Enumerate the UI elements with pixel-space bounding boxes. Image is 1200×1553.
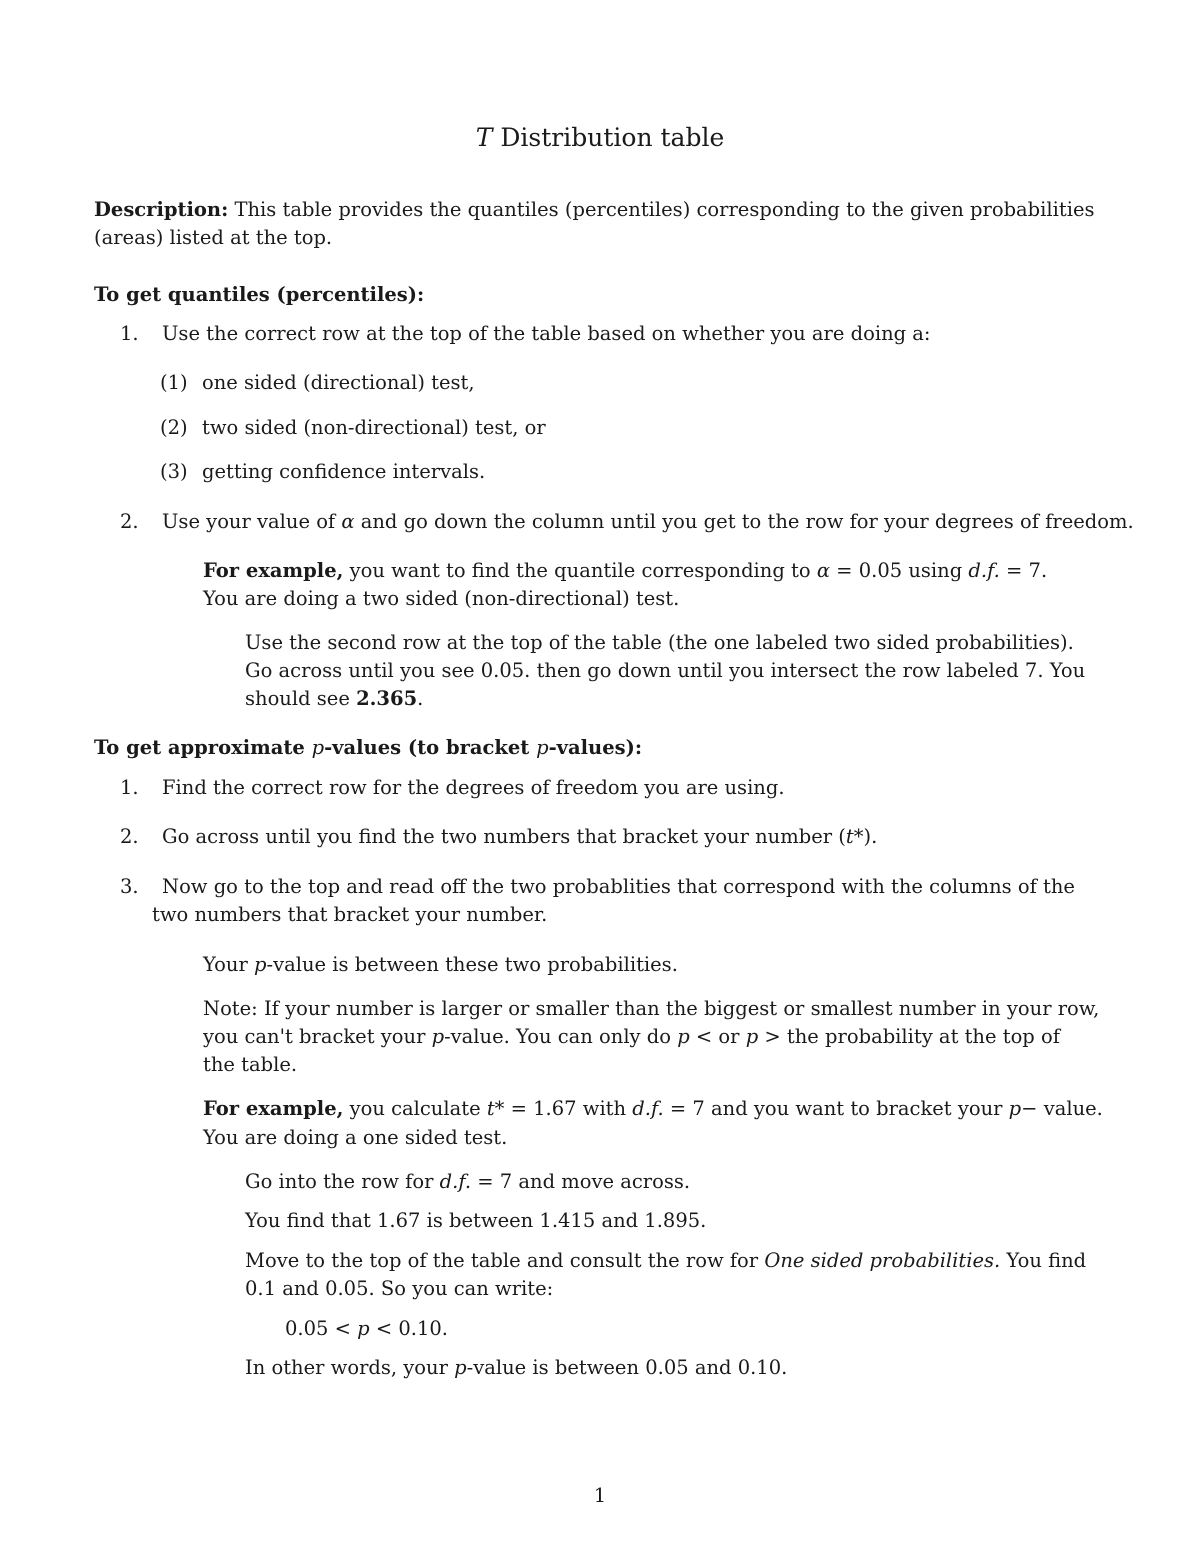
option-item-2: (2) two sided (non-directional) test, or — [160, 416, 546, 439]
pvalues-step-1: 1. Find the correct row for the degrees of freedom you are using. — [120, 776, 785, 799]
pvalues-example-step-c-line-2: 0.1 and 0.05. So you can write: — [245, 1277, 554, 1300]
description-line-2: (areas) listed at the top. — [94, 226, 333, 249]
quantiles-example-line-2: You are doing a two sided (non-directional) test. — [203, 587, 680, 610]
quantiles-detail-line-1: Use the second row at the top of the table (the one labeled two sided probabilities). — [245, 631, 1074, 654]
page-number: 1 — [593, 1484, 607, 1507]
pvalues-step-3-line-2: two numbers that bracket your number. — [152, 903, 548, 926]
quantiles-step-1: 1. Use the correct row at the top of the table based on whether you are doing a: — [120, 322, 931, 345]
pvalues-example-step-b: You find that 1.67 is between 1.415 and 1.895. — [245, 1209, 707, 1232]
quantiles-detail-line-2: Go across until you see 0.05. then go down until you intersect the row labeled 7. You — [245, 659, 1086, 682]
title-text: Distribution table — [492, 123, 725, 152]
note-line-3: the table. — [203, 1053, 298, 1076]
option-item-3: (3) getting confidence intervals. — [160, 460, 486, 483]
example-label: For example, — [203, 1097, 344, 1120]
pvalues-example-line-1: For example, you calculate t* = 1.67 with d.f. = 7 and you want to bracket your p− value. — [203, 1097, 1103, 1120]
example-label: For example, — [203, 559, 344, 582]
pvalues-step-2: 2. Go across until you find the two numbers that bracket your number (t*). — [120, 825, 878, 848]
description-label: Description: — [94, 198, 229, 221]
inequality-expression: 0.05 < p < 0.10. — [285, 1317, 448, 1340]
note-line-1: Note: If your number is larger or smaller than the biggest or smallest number in your row, — [203, 997, 1100, 1020]
answer-value: 2.365 — [356, 687, 418, 710]
pvalues-example-step-a: Go into the row for d.f. = 7 and move across. — [245, 1170, 691, 1193]
quantiles-example-line-1: For example, you want to find the quantile corresponding to α = 0.05 using d.f. = 7. — [203, 559, 1048, 582]
quantiles-step-2: 2. Use your value of α and go down the column until you get to the row for your degrees of freedom. — [120, 510, 1134, 533]
pvalues-result: Your p-value is between these two probabilities. — [203, 953, 678, 976]
quantiles-heading: To get quantiles (percentiles): — [94, 283, 425, 306]
note-line-2: you can't bracket your p-value. You can only do p < or p > the probability at the top of — [203, 1025, 1060, 1048]
page-title — [0, 122, 1200, 154]
conclusion: In other words, your p-value is between 0.05 and 0.10. — [245, 1356, 788, 1379]
option-item-1: (1) one sided (directional) test, — [160, 371, 475, 394]
title-variable: T — [475, 123, 493, 152]
quantiles-detail-line-3: should see 2.365. — [245, 687, 424, 710]
pvalues-example-line-2: You are doing a one sided test. — [203, 1126, 508, 1149]
pvalues-step-3-line-1: 3. Now go to the top and read off the two probablities that correspond with the columns of the — [120, 875, 1075, 898]
pvalues-example-step-c-line-1: Move to the top of the table and consult the row for One sided probabilities. You find — [245, 1249, 1087, 1272]
pvalues-heading: To get approximate p-values (to bracket p-values): — [94, 736, 643, 759]
description-line-1: Description: This table provides the quantiles (percentiles) corresponding to the given probabilities — [94, 198, 1095, 221]
